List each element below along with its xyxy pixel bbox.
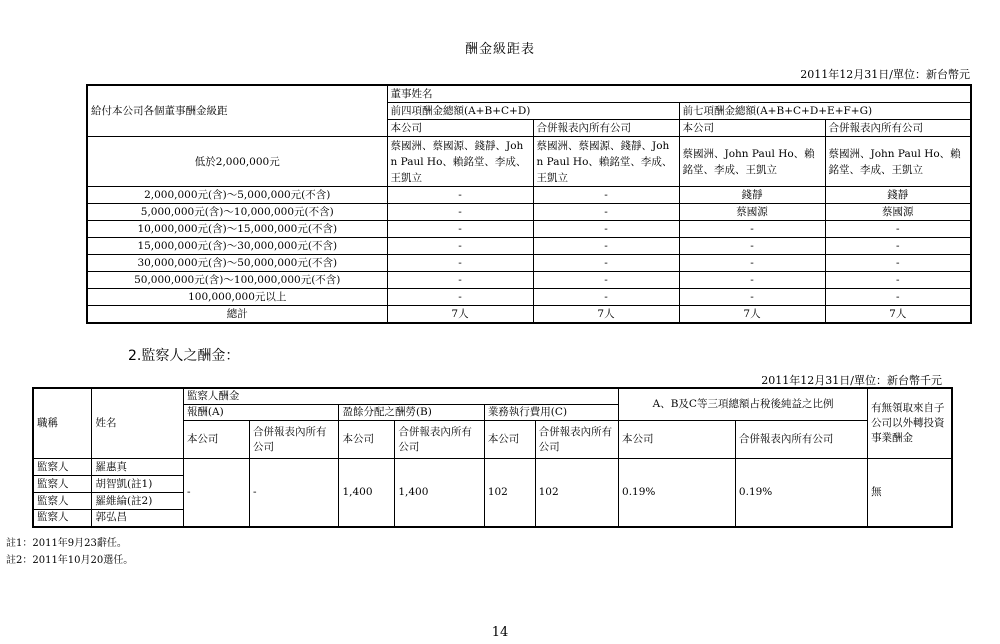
table-row [87,221,971,238]
value-cell: 錢靜 [679,187,825,204]
supervisor-title: 監察人 [33,510,92,527]
table-row [87,187,971,204]
table-row [87,137,971,187]
table-row [87,255,971,272]
value-cell: - [679,255,825,272]
table-row [87,272,971,289]
value-cell: - [533,204,679,221]
value-cell: 蔡國源 [825,204,971,221]
table-row [87,289,971,306]
value-cell: - [679,289,825,306]
names-cell: 蔡國洲、蔡國源、錢靜、John Paul Ho、賴銘堂、李成、王凱立 [533,137,679,187]
value-cell: - [679,272,825,289]
value-cell: - [825,289,971,306]
col-company: 本公司 [484,421,535,459]
value-cell: 錢靜 [825,187,971,204]
value-cell: - [825,238,971,255]
name-header: 姓名 [92,388,183,459]
title-header: 職稱 [33,388,92,459]
value-cell: 102 [535,459,618,527]
value-cell: - [387,221,533,238]
supervisor-pay-header: 監察人酬金 [183,388,618,405]
value-cell: - [533,289,679,306]
supervisor-name: 羅惠真 [92,459,183,476]
other-income-header: 有無領取來自子公司以外轉投資事業酬金 [868,388,952,459]
supervisor-title: 監察人 [33,493,92,510]
range-cell: 5,000,000元(含)～10,000,000元(不含) [87,204,387,221]
value-cell: - [533,238,679,255]
earnings-header: 盈餘分配之酬勞(B) [339,405,484,421]
col-consolidated: 合併報表內所有公司 [250,421,339,459]
value-cell: - [387,255,533,272]
value-cell: - [825,221,971,238]
value-cell: 0.19% [619,459,736,527]
supervisor-name: 羅維綸(註2) [92,493,183,510]
col-consolidated: 合併報表內所有公司 [395,421,484,459]
table-row-total [87,306,971,324]
supervisor-title: 監察人 [33,459,92,476]
range-cell: 10,000,000元(含)～15,000,000元(不含) [87,221,387,238]
col-company: 本公司 [183,421,249,459]
range-cell: 50,000,000元(含)～100,000,000元(不含) [87,272,387,289]
row-header: 給付本公司各個董事酬金級距 [87,85,387,137]
table-row [33,459,952,476]
range-cell: 2,000,000元(含)～5,000,000元(不含) [87,187,387,204]
expenses-header: 業務執行費用(C) [484,405,618,421]
col-company: 本公司 [619,421,736,459]
value-cell: - [679,221,825,238]
footnote: 註1：2011年9月23辭任。 [6,538,127,549]
value-cell: - [387,187,533,204]
footnote: 註2：2011年10月20選任。 [6,555,134,566]
value-cell: - [533,187,679,204]
remuneration-header: 報酬(A) [183,405,339,421]
range-cell: 30,000,000元(含)～50,000,000元(不含) [87,255,387,272]
value-cell: - [533,221,679,238]
value-cell: 1,400 [395,459,484,527]
value-cell: - [387,238,533,255]
names-cell: 蔡國洲、蔡國源、錢靜、John Paul Ho、賴銘堂、李成、王凱立 [387,137,533,187]
supervisor-remuneration-table [32,387,953,528]
col-company: 本公司 [339,421,395,459]
range-cell: 低於2,000,000元 [87,137,387,187]
total-cell: 7人 [825,306,971,324]
table-row [87,204,971,221]
col-consolidated: 合併報表內所有公司 [535,421,618,459]
director-remuneration-table [86,84,972,324]
page-number: 14 [491,625,509,640]
ratio-header: A、B及C等三項總額占稅後純益之比例 [619,388,868,421]
col-company: 本公司 [387,120,533,137]
page-title: 酬金級距表 [464,42,535,57]
supervisor-name: 胡智凱(註1) [92,476,183,493]
total-label: 總計 [87,306,387,324]
value-cell: - [825,255,971,272]
table-row [87,238,971,255]
value-cell: - [533,255,679,272]
director-names-header: 董事姓名 [387,85,971,103]
value-cell: 102 [484,459,535,527]
col-consolidated: 合併報表內所有公司 [735,421,867,459]
value-cell: - [387,289,533,306]
unit-label-table1: 2011年12月31日/單位：新台幣元 [800,68,970,81]
total-cell: 7人 [679,306,825,324]
col-consolidated: 合併報表內所有公司 [825,120,971,137]
total-cell: 7人 [387,306,533,324]
section-title: 2.監察人之酬金： [128,348,240,364]
group-b-header: 前七項酬金總額(A+B+C+D+E+F+G) [679,103,971,120]
range-cell: 100,000,000元以上 [87,289,387,306]
value-cell: 蔡國源 [679,204,825,221]
range-cell: 15,000,000元(含)～30,000,000元(不含) [87,238,387,255]
value-cell: - [533,272,679,289]
group-a-header: 前四項酬金總額(A+B+C+D) [387,103,679,120]
names-cell: 蔡國洲、John Paul Ho、賴銘堂、李成、王凱立 [679,137,825,187]
unit-label-table2: 2011年12月31日/單位：新台幣千元 [761,374,942,387]
supervisor-name: 郭弘昌 [92,510,183,527]
value-cell: 無 [868,459,952,527]
names-cell: 蔡國洲、John Paul Ho、賴銘堂、李成、王凱立 [825,137,971,187]
value-cell: - [183,459,249,527]
value-cell: 0.19% [735,459,867,527]
supervisor-title: 監察人 [33,476,92,493]
value-cell: - [250,459,339,527]
value-cell: 1,400 [339,459,395,527]
value-cell: - [387,272,533,289]
total-cell: 7人 [533,306,679,324]
col-company: 本公司 [679,120,825,137]
value-cell: - [825,272,971,289]
value-cell: - [679,238,825,255]
col-consolidated: 合併報表內所有公司 [533,120,679,137]
value-cell: - [387,204,533,221]
